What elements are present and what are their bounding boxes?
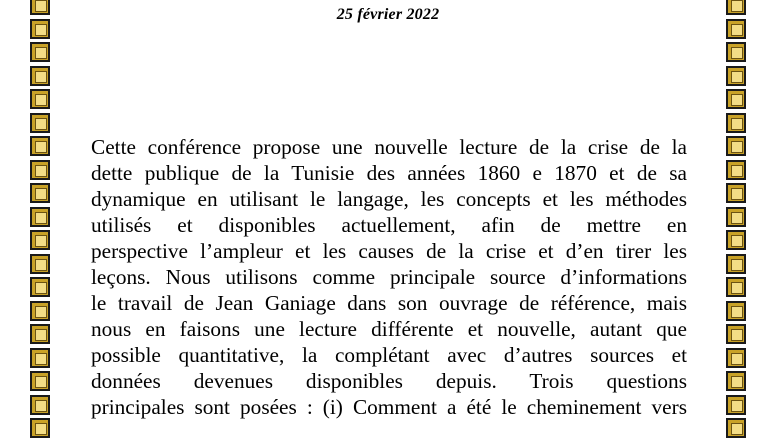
border-ornament-icon xyxy=(30,277,50,297)
border-ornament-icon xyxy=(726,113,746,133)
border-ornament-icon xyxy=(30,230,50,250)
border-ornament-icon xyxy=(30,254,50,274)
text-line: principales sont posées : (i) Comment a été le cheminement vers xyxy=(91,395,687,419)
border-ornament-icon xyxy=(30,324,50,344)
text-line: le travail de Jean Ganiage dans son ouvrage de référence, mais xyxy=(91,291,687,315)
border-ornament-icon xyxy=(726,230,746,250)
border-ornament-icon xyxy=(726,136,746,156)
text-line: leçons. Nous utilisons comme principale source d’informations xyxy=(91,265,687,289)
decorative-border-left xyxy=(30,0,52,438)
border-ornament-icon xyxy=(30,183,50,203)
border-ornament-icon xyxy=(30,301,50,321)
text-line: données devenues disponibles depuis. Trois questions xyxy=(91,369,687,393)
border-ornament-icon xyxy=(30,136,50,156)
border-ornament-icon xyxy=(726,348,746,368)
border-ornament-icon xyxy=(726,42,746,62)
border-ornament-icon xyxy=(30,371,50,391)
border-ornament-icon xyxy=(30,113,50,133)
border-ornament-icon xyxy=(726,160,746,180)
border-ornament-icon xyxy=(30,42,50,62)
border-ornament-icon xyxy=(726,301,746,321)
border-ornament-icon xyxy=(30,207,50,227)
border-ornament-icon xyxy=(30,348,50,368)
border-ornament-icon xyxy=(30,66,50,86)
text-line: possible quantitative, la complétant avec d’autres sources et xyxy=(91,343,687,367)
border-ornament-icon xyxy=(726,371,746,391)
text-line: perspective l’ampleur et les causes de la crise et d’en tirer les xyxy=(91,239,687,263)
border-ornament-icon xyxy=(726,254,746,274)
decorative-border-right xyxy=(726,0,748,438)
text-line: dynamique en utilisant le langage, les concepts et les méthodes xyxy=(91,187,687,211)
border-ornament-icon xyxy=(726,324,746,344)
text-line: dette publique de la Tunisie des années 1860 e 1870 et de sa xyxy=(91,161,687,185)
abstract-text xyxy=(91,134,687,420)
border-ornament-icon xyxy=(30,89,50,109)
border-ornament-icon xyxy=(30,418,50,438)
border-ornament-icon xyxy=(30,395,50,415)
border-ornament-icon xyxy=(726,395,746,415)
document-date: 25 février 2022 xyxy=(336,6,440,23)
text-line: utilisés et disponibles actuellement, afin de mettre en xyxy=(91,213,687,237)
text-line: nous en faisons une lecture différente et nouvelle, autant que xyxy=(91,317,687,341)
border-ornament-icon xyxy=(30,160,50,180)
border-ornament-icon xyxy=(726,89,746,109)
border-ornament-icon xyxy=(726,66,746,86)
border-ornament-icon xyxy=(726,418,746,438)
border-ornament-icon xyxy=(726,277,746,297)
border-ornament-icon xyxy=(726,207,746,227)
text-line: Cette conférence propose une nouvelle lecture de la crise de la xyxy=(91,135,687,159)
border-ornament-icon xyxy=(726,183,746,203)
